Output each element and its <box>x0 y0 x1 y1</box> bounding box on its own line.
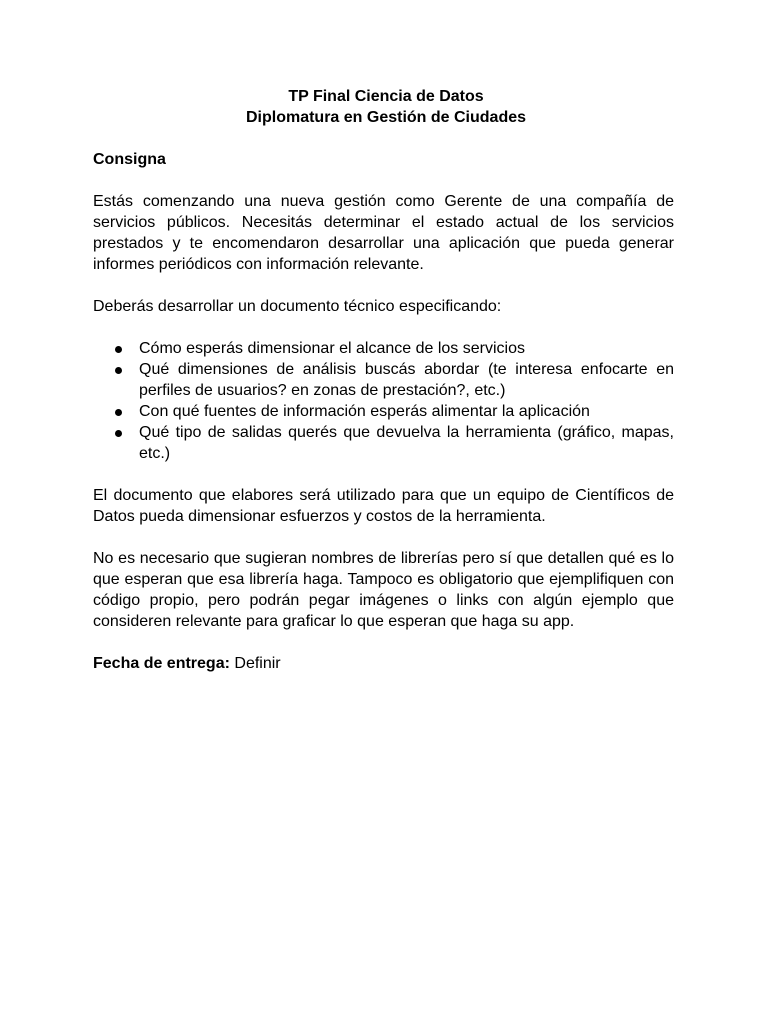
list-item <box>93 422 674 464</box>
bullet-list <box>93 338 674 464</box>
document-subtitle: Diplomatura en Gestión de Ciudades <box>245 109 527 126</box>
document-body <box>93 86 674 674</box>
list-item <box>93 359 674 401</box>
bullet-icon <box>115 430 122 437</box>
list-item-text: Cómo esperás dimensionar el alcance de los servicios <box>139 340 525 357</box>
paragraph-audience: El documento que elabores será utilizado para que un equipo de Científicos de Datos pueda dimensionar esfuerzos y costos de la herramienta. <box>93 487 674 525</box>
list-item <box>93 338 674 359</box>
list-item <box>93 401 674 422</box>
deadline-line <box>93 653 674 674</box>
deadline-label: Fecha de entrega: <box>93 655 230 672</box>
title-block <box>98 86 674 128</box>
list-item-text: Qué tipo de salidas querés que devuelva la herramienta (gráfico, mapas, etc.) <box>139 424 674 462</box>
paragraph-intro: Estás comenzando una nueva gestión como Gerente de una compañía de servicios públicos. Necesitás determinar el estado actual de los servicios prestados y te encomendaron desarrollar una aplicación que pueda generar informes periódicos con información relevante. <box>93 193 674 273</box>
bullet-icon <box>115 409 122 416</box>
list-item-text: Con qué fuentes de información esperás alimentar la aplicación <box>139 403 590 420</box>
bullet-icon <box>115 346 122 353</box>
document-title: TP Final Ciencia de Datos <box>288 88 484 105</box>
deadline-value: Definir <box>234 655 281 672</box>
list-item-text: Qué dimensiones de análisis buscás abordar (te interesa enfocarte en perfiles de usuarios? en zonas de prestación?, etc.) <box>139 361 674 399</box>
paragraph-requirements: No es necesario que sugieran nombres de librerías pero sí que detallen qué es lo que esperan que esa librería haga. Tampoco es obligatorio que ejemplifiquen con código propio, pero podrán pegar imágenes o links con algún ejemplo que consideren relevante para graficar lo que esperan que haga su app. <box>93 550 674 630</box>
paragraph-task: Deberás desarrollar un documento técnico especificando: <box>93 298 502 315</box>
section-heading: Consigna <box>93 151 166 168</box>
bullet-icon <box>115 367 122 374</box>
